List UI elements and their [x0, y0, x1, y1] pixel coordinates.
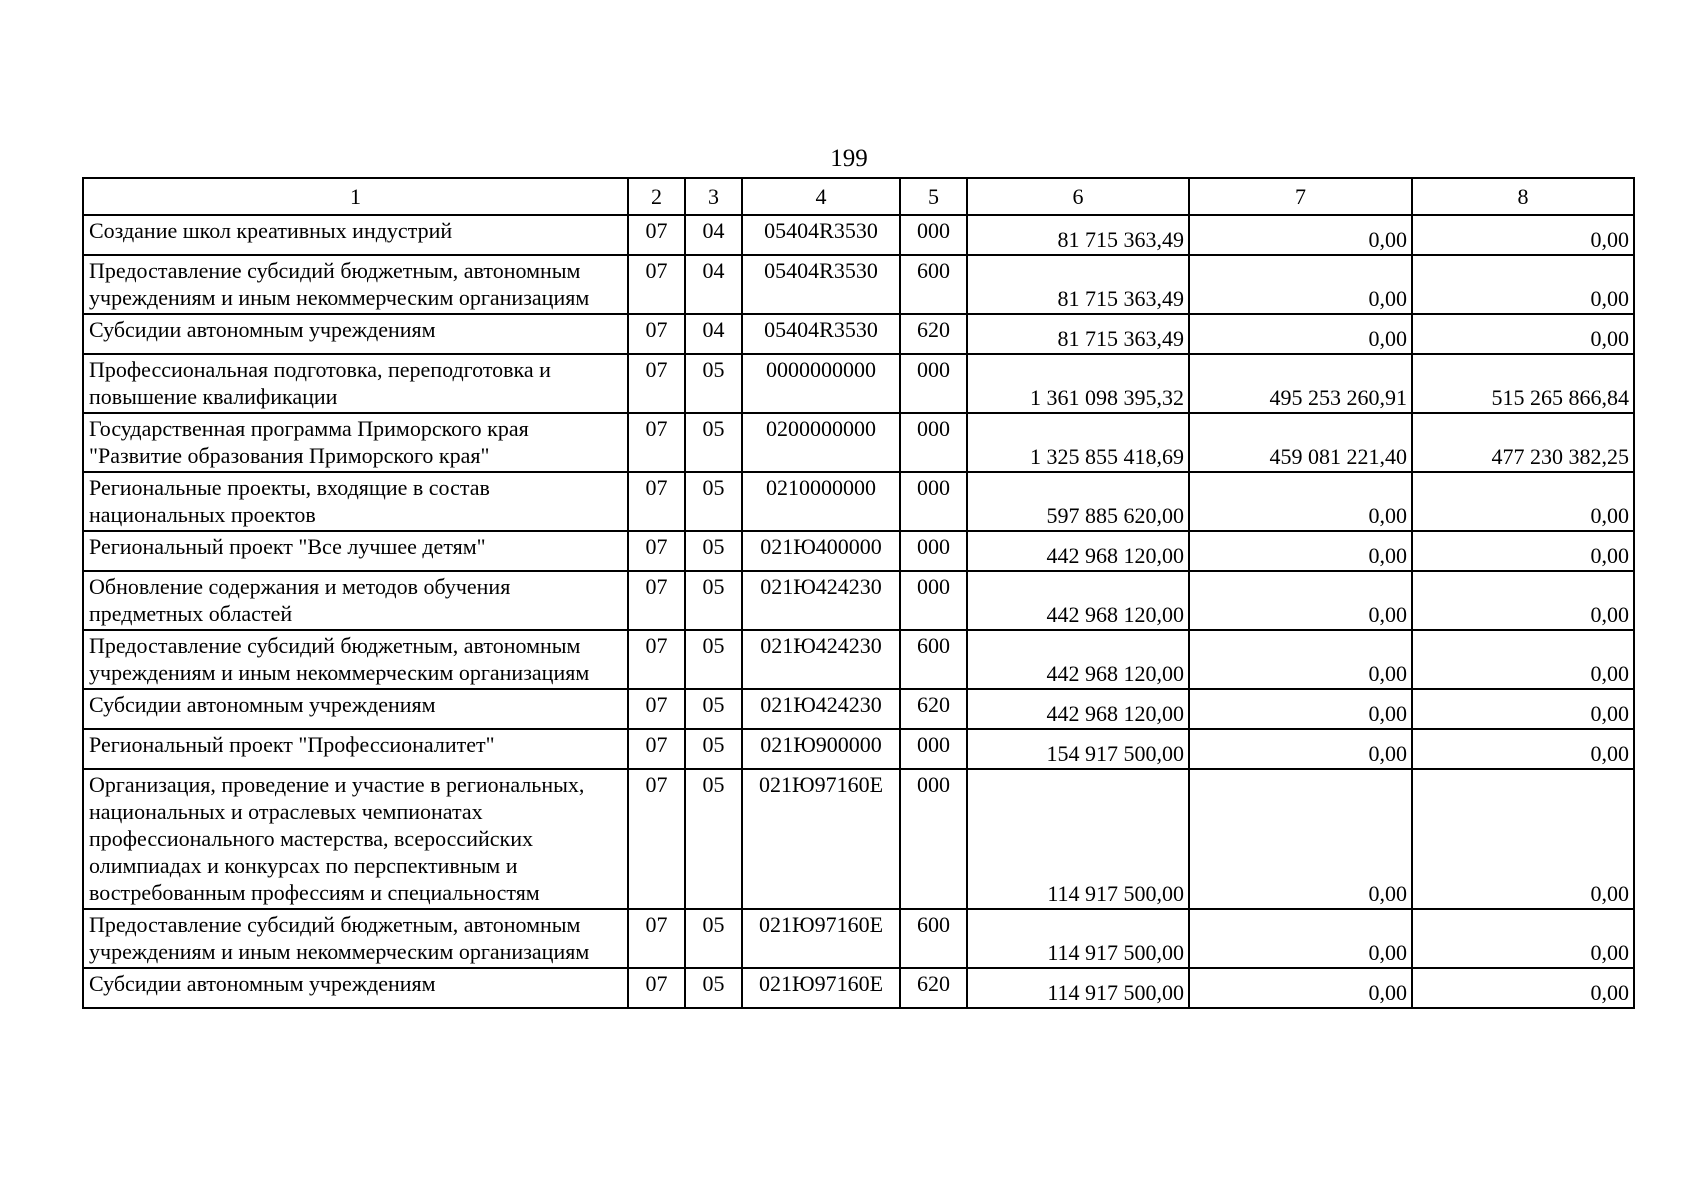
section-code-cell: 07 [628, 769, 685, 909]
subsection-code-cell: 04 [685, 255, 742, 314]
amount-col-6-cell: 114 917 500,00 [967, 909, 1189, 968]
header-col-6: 6 [967, 178, 1189, 215]
budget-table [82, 177, 1635, 1009]
amount-col-7-cell: 0,00 [1189, 531, 1412, 571]
target-article-code-cell: 05404R3530 [742, 255, 900, 314]
target-article-code-cell: 021Ю97160Е [742, 909, 900, 968]
expense-type-code-cell: 000 [900, 531, 967, 571]
amount-col-7-cell: 459 081 221,40 [1189, 413, 1412, 472]
section-code-cell: 07 [628, 413, 685, 472]
header-col-2: 2 [628, 178, 685, 215]
expense-type-code-cell: 600 [900, 909, 967, 968]
header-col-3: 3 [685, 178, 742, 215]
amount-col-6-cell: 1 361 098 395,32 [967, 354, 1189, 413]
table-row [83, 769, 1634, 909]
section-code-cell: 07 [628, 472, 685, 531]
expense-type-code-cell: 000 [900, 354, 967, 413]
section-code-cell: 07 [628, 255, 685, 314]
target-article-code-cell: 05404R3530 [742, 215, 900, 255]
subsection-code-cell: 05 [685, 769, 742, 909]
table-row [83, 909, 1634, 968]
row-name-cell: Субсидии автономным учреждениям [83, 689, 628, 729]
amount-col-8-cell: 0,00 [1412, 571, 1634, 630]
expense-type-code-cell: 600 [900, 255, 967, 314]
target-article-code-cell: 021Ю424230 [742, 689, 900, 729]
table-row [83, 729, 1634, 769]
subsection-code-cell: 05 [685, 689, 742, 729]
amount-col-7-cell: 0,00 [1189, 472, 1412, 531]
row-name-cell: Предоставление субсидий бюджетным, автономным учреждениям и иным некоммерческим организациям [83, 630, 628, 689]
section-code-cell: 07 [628, 630, 685, 689]
row-name-cell: Государственная программа Приморского края "Развитие образования Приморского края" [83, 413, 628, 472]
amount-col-7-cell: 0,00 [1189, 314, 1412, 354]
expense-type-code-cell: 000 [900, 215, 967, 255]
amount-col-8-cell: 0,00 [1412, 689, 1634, 729]
amount-col-6-cell: 114 917 500,00 [967, 968, 1189, 1008]
amount-col-6-cell: 81 715 363,49 [967, 255, 1189, 314]
expense-type-code-cell: 000 [900, 729, 967, 769]
row-name-cell: Профессиональная подготовка, переподготовка и повышение квалификации [83, 354, 628, 413]
target-article-code-cell: 021Ю400000 [742, 531, 900, 571]
amount-col-7-cell: 0,00 [1189, 630, 1412, 689]
amount-col-8-cell: 0,00 [1412, 729, 1634, 769]
table-row [83, 531, 1634, 571]
amount-col-8-cell: 477 230 382,25 [1412, 413, 1634, 472]
table-row [83, 968, 1634, 1008]
table-row [83, 255, 1634, 314]
amount-col-7-cell: 0,00 [1189, 909, 1412, 968]
amount-col-7-cell: 0,00 [1189, 968, 1412, 1008]
table-body [83, 215, 1634, 1008]
header-col-8: 8 [1412, 178, 1634, 215]
amount-col-6-cell: 81 715 363,49 [967, 314, 1189, 354]
header-col-1: 1 [83, 178, 628, 215]
amount-col-7-cell: 495 253 260,91 [1189, 354, 1412, 413]
section-code-cell: 07 [628, 571, 685, 630]
section-code-cell: 07 [628, 354, 685, 413]
section-code-cell: 07 [628, 215, 685, 255]
row-name-cell: Предоставление субсидий бюджетным, автономным учреждениям и иным некоммерческим организациям [83, 909, 628, 968]
subsection-code-cell: 05 [685, 909, 742, 968]
amount-col-6-cell: 154 917 500,00 [967, 729, 1189, 769]
header-col-4: 4 [742, 178, 900, 215]
amount-col-6-cell: 442 968 120,00 [967, 630, 1189, 689]
row-name-cell: Организация, проведение и участие в региональных, национальных и отраслевых чемпионатах профессионального мастерства, всероссийских олимпиадах и конкурсах по перспективным и востребованным профессиям и специальностям [83, 769, 628, 909]
table-row [83, 630, 1634, 689]
expense-type-code-cell: 000 [900, 571, 967, 630]
subsection-code-cell: 05 [685, 531, 742, 571]
target-article-code-cell: 0210000000 [742, 472, 900, 531]
amount-col-6-cell: 114 917 500,00 [967, 769, 1189, 909]
target-article-code-cell: 021Ю97160Е [742, 769, 900, 909]
subsection-code-cell: 05 [685, 413, 742, 472]
subsection-code-cell: 05 [685, 354, 742, 413]
subsection-code-cell: 05 [685, 729, 742, 769]
target-article-code-cell: 021Ю424230 [742, 571, 900, 630]
page-number: 199 [830, 145, 868, 172]
section-code-cell: 07 [628, 314, 685, 354]
amount-col-7-cell: 0,00 [1189, 769, 1412, 909]
target-article-code-cell: 021Ю900000 [742, 729, 900, 769]
amount-col-8-cell: 0,00 [1412, 472, 1634, 531]
amount-col-6-cell: 442 968 120,00 [967, 571, 1189, 630]
amount-col-6-cell: 442 968 120,00 [967, 531, 1189, 571]
subsection-code-cell: 05 [685, 571, 742, 630]
header-row [83, 178, 1634, 215]
table-row [83, 413, 1634, 472]
section-code-cell: 07 [628, 909, 685, 968]
target-article-code-cell: 0200000000 [742, 413, 900, 472]
table-row [83, 472, 1634, 531]
amount-col-8-cell: 0,00 [1412, 314, 1634, 354]
expense-type-code-cell: 000 [900, 413, 967, 472]
header-col-7: 7 [1189, 178, 1412, 215]
amount-col-6-cell: 1 325 855 418,69 [967, 413, 1189, 472]
section-code-cell: 07 [628, 729, 685, 769]
subsection-code-cell: 04 [685, 314, 742, 354]
section-code-cell: 07 [628, 531, 685, 571]
expense-type-code-cell: 620 [900, 689, 967, 729]
row-name-cell: Региональные проекты, входящие в состав национальных проектов [83, 472, 628, 531]
subsection-code-cell: 05 [685, 630, 742, 689]
subsection-code-cell: 05 [685, 968, 742, 1008]
target-article-code-cell: 021Ю97160Е [742, 968, 900, 1008]
amount-col-6-cell: 81 715 363,49 [967, 215, 1189, 255]
subsection-code-cell: 04 [685, 215, 742, 255]
row-name-cell: Региональный проект "Все лучшее детям" [83, 531, 628, 571]
section-code-cell: 07 [628, 689, 685, 729]
amount-col-8-cell: 0,00 [1412, 769, 1634, 909]
amount-col-8-cell: 0,00 [1412, 255, 1634, 314]
amount-col-6-cell: 442 968 120,00 [967, 689, 1189, 729]
amount-col-8-cell: 0,00 [1412, 215, 1634, 255]
expense-type-code-cell: 000 [900, 769, 967, 909]
row-name-cell: Предоставление субсидий бюджетным, автономным учреждениям и иным некоммерческим организациям [83, 255, 628, 314]
amount-col-8-cell: 0,00 [1412, 909, 1634, 968]
amount-col-7-cell: 0,00 [1189, 689, 1412, 729]
row-name-cell: Региональный проект "Профессионалитет" [83, 729, 628, 769]
target-article-code-cell: 021Ю424230 [742, 630, 900, 689]
row-name-cell: Субсидии автономным учреждениям [83, 968, 628, 1008]
target-article-code-cell: 0000000000 [742, 354, 900, 413]
amount-col-7-cell: 0,00 [1189, 255, 1412, 314]
subsection-code-cell: 05 [685, 472, 742, 531]
amount-col-6-cell: 597 885 620,00 [967, 472, 1189, 531]
expense-type-code-cell: 600 [900, 630, 967, 689]
table-row [83, 314, 1634, 354]
table-row [83, 571, 1634, 630]
row-name-cell: Создание школ креативных индустрий [83, 215, 628, 255]
amount-col-8-cell: 515 265 866,84 [1412, 354, 1634, 413]
row-name-cell: Обновление содержания и методов обучения предметных областей [83, 571, 628, 630]
amount-col-7-cell: 0,00 [1189, 729, 1412, 769]
table-row [83, 215, 1634, 255]
amount-col-8-cell: 0,00 [1412, 531, 1634, 571]
expense-type-code-cell: 620 [900, 968, 967, 1008]
amount-col-8-cell: 0,00 [1412, 630, 1634, 689]
expense-type-code-cell: 620 [900, 314, 967, 354]
table-row [83, 689, 1634, 729]
amount-col-7-cell: 0,00 [1189, 215, 1412, 255]
amount-col-7-cell: 0,00 [1189, 571, 1412, 630]
table-row [83, 354, 1634, 413]
section-code-cell: 07 [628, 968, 685, 1008]
row-name-cell: Субсидии автономным учреждениям [83, 314, 628, 354]
target-article-code-cell: 05404R3530 [742, 314, 900, 354]
amount-col-8-cell: 0,00 [1412, 968, 1634, 1008]
header-col-5: 5 [900, 178, 967, 215]
expense-type-code-cell: 000 [900, 472, 967, 531]
